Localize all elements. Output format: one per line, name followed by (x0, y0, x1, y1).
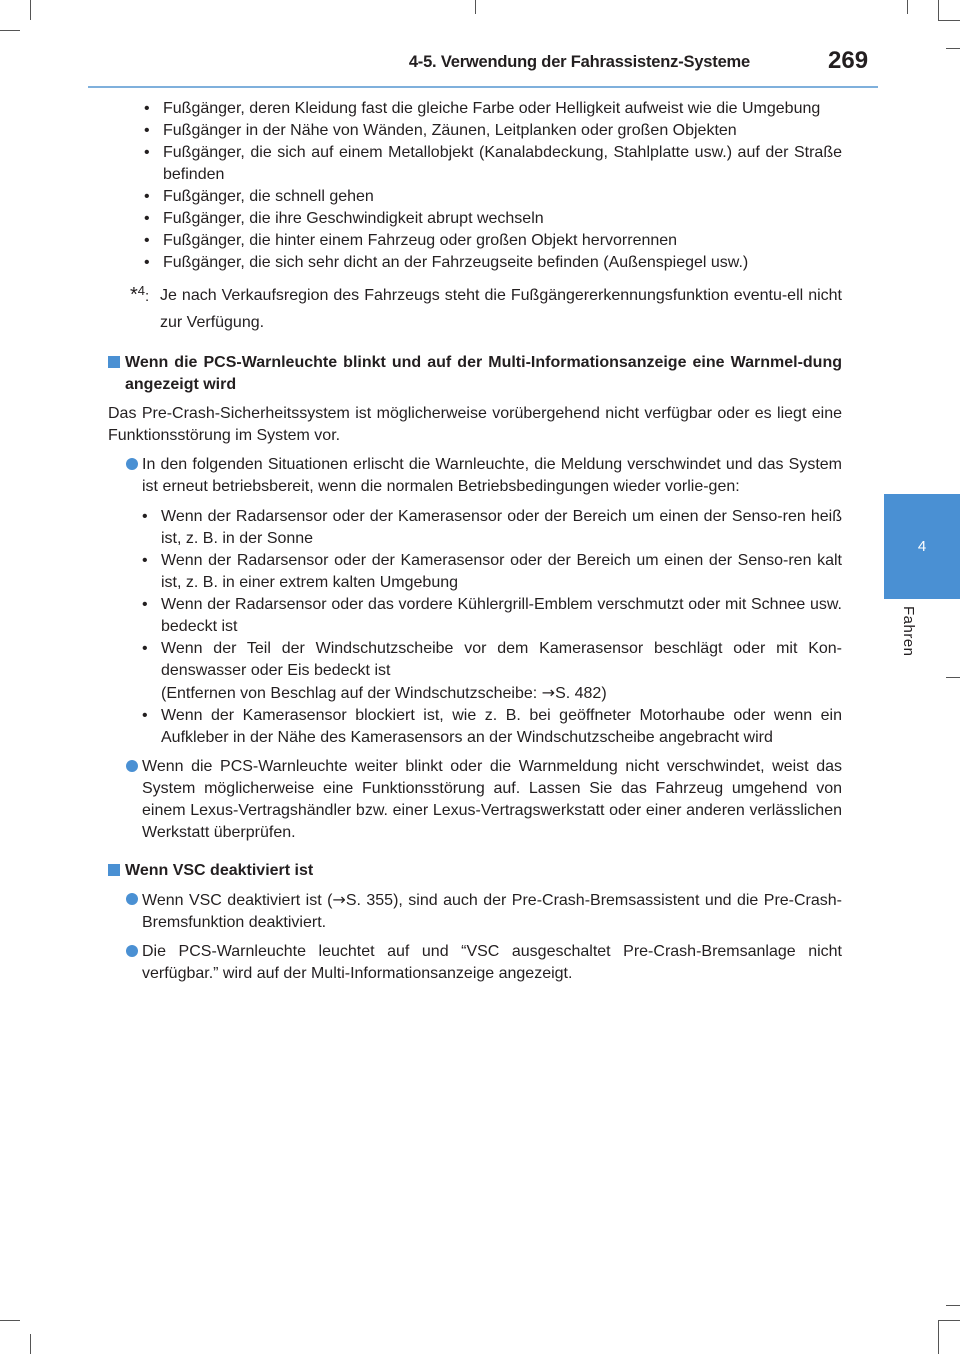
bullet-marker: • (144, 232, 150, 249)
footnote (108, 282, 842, 336)
list-item: • Wenn der Radarsensor oder der Kamerasensor oder der Bereich um einen der Senso-ren kalt ist, z. B. in einer extrem kalten Umgebung (142, 552, 842, 591)
crop-mark (938, 1320, 960, 1321)
section-heading-pcs-warning: Wenn die PCS-Warnleuchte blinkt und auf der Multi-Informationsanzeige eine Warnmel-dung angezeigt wird (108, 352, 842, 396)
chapter-number: 4 (917, 538, 927, 555)
bullet-marker: • (144, 144, 150, 161)
crop-mark (946, 677, 960, 678)
list-item: • Fußgänger in der Nähe von Wänden, Zäunen, Leitplanken oder großen Objekten (108, 120, 842, 142)
chapter-label: Fahren (900, 606, 917, 657)
square-bullet-icon (108, 356, 120, 368)
chapter-tab (884, 494, 960, 599)
crop-mark (475, 0, 476, 14)
list-item: • Fußgänger, die schnell gehen (108, 186, 842, 208)
crop-mark (938, 0, 939, 20)
crop-mark (0, 1320, 20, 1321)
bullet-marker: • (144, 210, 150, 227)
section-title: 4-5. Verwendung der Fahrassistenz-Systeme (408, 53, 750, 71)
crop-mark (938, 20, 960, 21)
page-content (108, 98, 842, 985)
crop-mark (907, 0, 908, 14)
list-item: • Wenn der Kamerasensor blockiert ist, wie z. B. bei geöffneter Motorhaube oder wenn ein Aufkleber in der Nähe des Kamerasensors an der Windschutzscheibe angebracht wird (142, 707, 842, 746)
bullet-marker: • (144, 188, 150, 205)
page-number: 269 (828, 47, 869, 74)
crop-mark (946, 1305, 960, 1306)
circle-bullet-icon (126, 893, 138, 905)
circle-bullet-icon (126, 945, 138, 957)
footnote-text: Je nach Verkaufsregion des Fahrzeugs steht die Fußgängererkennungsfunktion eventu-ell nicht zur Verfügung. (160, 287, 842, 331)
bullet-marker: • (144, 254, 150, 271)
list-item: Wenn VSC deaktiviert ist (→S. 355), sind auch der Pre-Crash-Bremsassistent und die Pre-Crash-Bremsfunktion deaktiviert. (108, 889, 842, 934)
list-item: • Fußgänger, die sich auf einem Metallobjekt (Kanalabdeckung, Stahlplatte usw.) auf der Straße befinden (144, 144, 842, 183)
page-reference-link[interactable]: S. 355), sind auch der Pre-Crash-Bremsassistent und die Pre-Crash-Bremsfunktion deaktiviert. (142, 892, 842, 931)
sub-list (108, 506, 842, 749)
list-item: • Fußgänger, die hinter einem Fahrzeug oder großen Objekt hervorrennen (108, 230, 842, 252)
section-intro: Das Pre-Crash-Sicherheitssystem ist möglicherweise vorübergehend nicht verfügbar oder es liegt eine Funktionsstörung im System vor. (108, 405, 842, 444)
crop-mark (30, 1334, 31, 1354)
bullet-marker: • (142, 508, 148, 525)
bullet-marker: • (142, 707, 148, 724)
bullet-marker: • (144, 100, 150, 117)
crop-mark (946, 48, 960, 49)
section-heading-vsc: Wenn VSC deaktiviert ist (108, 860, 842, 882)
list-item: • Wenn der Radarsensor oder das vordere Kühlergrill-Emblem verschmutzt oder mit Schnee usw. bedeckt ist (142, 596, 842, 635)
list-item: • Fußgänger, die ihre Geschwindigkeit abrupt wechseln (108, 208, 842, 230)
list-item: • Fußgänger, deren Kleidung fast die gleiche Farbe oder Helligkeit aufweist wie die Umgebung (108, 98, 842, 120)
header-rule (88, 86, 878, 88)
list-item: In den folgenden Situationen erlischt die Warnleuchte, die Meldung verschwindet und das System ist erneut betriebsbereit, wenn die normalen Betriebsbedingungen wieder vorlie-gen: (108, 454, 842, 498)
arrow-right-icon: → (332, 890, 346, 909)
page-reference-link[interactable]: S. 482) (555, 685, 607, 702)
bullet-marker: • (144, 122, 150, 139)
bullet-marker: • (142, 596, 148, 613)
square-bullet-icon (108, 864, 120, 876)
list-item: • Wenn der Radarsensor oder der Kamerasensor oder der Bereich um einen der Senso-ren heiß ist, z. B. in der Sonne (142, 508, 842, 547)
crop-mark (0, 30, 20, 31)
bullet-marker: • (142, 552, 148, 569)
crop-mark (30, 0, 31, 20)
bullet-marker: • (142, 640, 148, 657)
arrow-right-icon: → (541, 683, 556, 702)
crop-mark (938, 1320, 939, 1354)
list-item: • Fußgänger, die sich sehr dicht an der Fahrzeugseite befinden (Außenspiegel usw.) (108, 252, 842, 274)
list-item: Die PCS-Warnleuchte leuchtet auf und “VSC ausgeschaltet Pre-Crash-Bremsanlage nicht verfügbar.” wird auf der Multi-Informationsanzeige angezeigt. (108, 941, 842, 985)
circle-bullet-icon (126, 458, 138, 470)
footnote-mark: *$^4$: (130, 283, 150, 306)
list-item: • Wenn der Teil der Windschutzscheibe vor dem Kamerasensor beschlägt oder mit Kon-denswasser oder Eis bedeckt ist (Entfernen von Beschlag auf der Windschutzscheibe: →S. 482) (142, 640, 842, 702)
circle-bullet-icon (126, 760, 138, 772)
list-item: Wenn die PCS-Warnleuchte weiter blinkt oder die Warnmeldung nicht verschwindet, weist das System möglicherweise eine Funktionsstörung auf. Lassen Sie das Fahrzeug umgehend von einem Lexus-Vertragshändler bzw. einer Lexus-Vertragswerkstatt oder einer anderen verlässlichen Werkstatt überprüfen. (108, 756, 842, 844)
